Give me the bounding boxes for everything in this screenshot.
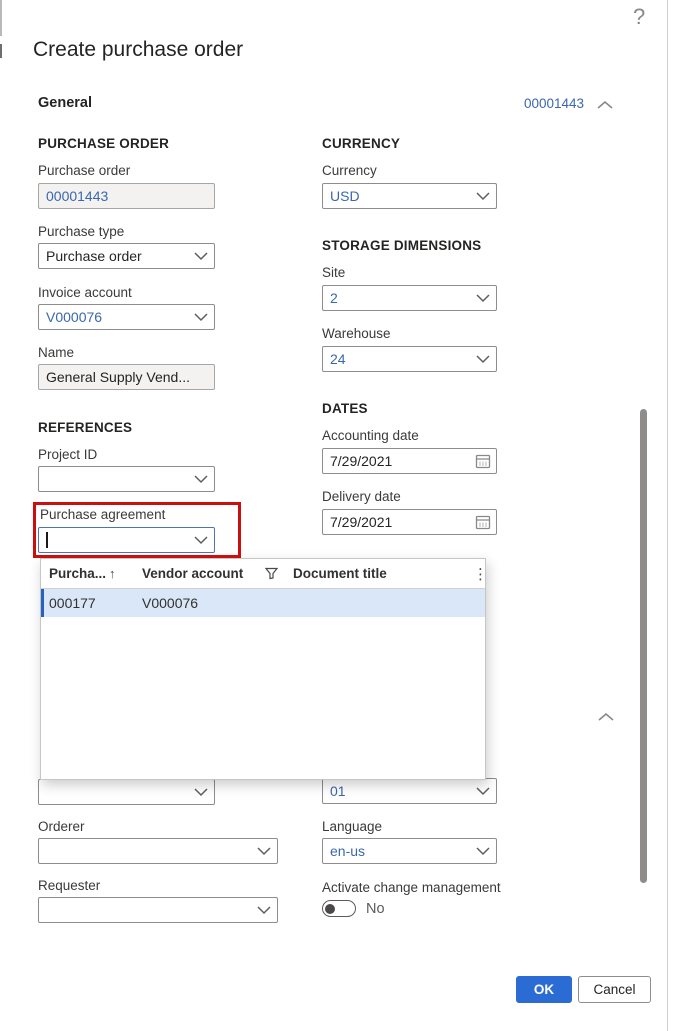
sort-ascending-icon[interactable]: ↑	[109, 566, 116, 581]
name-label: Name	[38, 345, 75, 360]
name-field	[38, 364, 215, 390]
site-combo[interactable]	[322, 285, 497, 311]
purchase-type-value: Purchase order	[46, 248, 142, 264]
chevron-down-icon[interactable]	[257, 906, 271, 915]
vertical-scrollbar-thumb[interactable]	[640, 409, 647, 883]
chevron-down-icon[interactable]	[476, 294, 490, 303]
cutoff-right-value: 01	[330, 783, 346, 799]
column-header-vendor-account[interactable]: Vendor account	[142, 566, 244, 581]
purchase-order-field	[38, 183, 215, 209]
chevron-down-icon[interactable]	[194, 536, 208, 545]
section-collapse-button[interactable]	[598, 712, 614, 722]
chevron-down-icon[interactable]	[194, 313, 208, 322]
language-combo[interactable]	[322, 838, 497, 864]
ok-button[interactable]: OK	[516, 976, 572, 1003]
warehouse-label: Warehouse	[322, 326, 391, 341]
cell-vendor-account: V000076	[142, 595, 199, 611]
calendar-icon[interactable]	[475, 514, 491, 530]
warehouse-combo[interactable]	[322, 346, 497, 372]
cutoff-left-combo[interactable]	[38, 779, 215, 805]
cancel-button[interactable]: Cancel	[578, 976, 651, 1003]
lookup-row[interactable]	[41, 589, 485, 617]
dialog-right-border	[667, 0, 668, 1031]
row-selection-bar	[41, 589, 44, 617]
chevron-up-icon	[597, 100, 613, 110]
calendar-icon[interactable]	[475, 453, 491, 469]
currency-label: Currency	[322, 163, 377, 178]
purchase-type-combo[interactable]	[38, 243, 215, 269]
accounting-date-value: 7/29/2021	[330, 453, 393, 469]
toggle-knob	[325, 904, 335, 914]
chevron-down-icon[interactable]	[476, 787, 490, 796]
column-header-document-title[interactable]: Document title	[293, 566, 387, 581]
purchase-order-value: 00001443	[46, 188, 109, 204]
dialog-title: Create purchase order	[33, 38, 244, 61]
purchase-type-label: Purchase type	[38, 224, 125, 239]
site-value: 2	[330, 290, 338, 306]
help-icon[interactable]: ?	[633, 4, 646, 29]
invoice-account-combo[interactable]	[38, 304, 215, 330]
project-id-label: Project ID	[38, 447, 98, 462]
accounting-date-field[interactable]	[322, 448, 497, 474]
warehouse-value: 24	[330, 351, 346, 367]
language-value: en-us	[330, 843, 366, 859]
dates-group-header: DATES	[322, 401, 368, 416]
purchase-agreement-label: Purchase agreement	[40, 507, 166, 522]
currency-value: USD	[330, 188, 360, 204]
invoice-account-value: V000076	[46, 309, 103, 325]
chevron-up-icon	[598, 712, 614, 722]
accounting-date-label: Accounting date	[322, 428, 419, 443]
cell-purchase-agreement: 000177	[49, 595, 96, 611]
delivery-date-field[interactable]	[322, 509, 497, 535]
currency-combo[interactable]	[322, 183, 497, 209]
chevron-down-icon[interactable]	[257, 847, 271, 856]
change-management-toggle[interactable]	[322, 900, 356, 917]
references-group-header: REFERENCES	[38, 420, 133, 435]
chevron-down-icon[interactable]	[476, 847, 490, 856]
purchase-agreement-combo[interactable]	[38, 527, 215, 553]
chevron-down-icon[interactable]	[476, 192, 490, 201]
project-id-combo[interactable]	[38, 466, 215, 492]
site-label: Site	[322, 265, 346, 280]
purchase-agreement-lookup-flyout	[40, 558, 486, 780]
chevron-down-icon[interactable]	[194, 475, 208, 484]
lookup-grid-header	[41, 559, 488, 589]
purchase-order-label: Purchase order	[38, 163, 131, 178]
screen-edge-artifact	[0, 44, 2, 58]
name-value: General Supply Vend...	[46, 369, 190, 385]
general-section-label: General	[38, 95, 92, 111]
change-management-state: No	[366, 901, 385, 917]
cutoff-right-combo[interactable]	[322, 778, 497, 804]
invoice-account-label: Invoice account	[38, 285, 132, 300]
requester-label: Requester	[38, 878, 101, 893]
purchase-order-group-header: PURCHASE ORDER	[38, 136, 170, 151]
change-management-label: Activate change management	[322, 880, 501, 895]
text-caret	[46, 532, 48, 548]
record-number-link[interactable]: 00001443	[524, 96, 585, 111]
delivery-date-value: 7/29/2021	[330, 514, 393, 530]
chevron-down-icon[interactable]	[476, 355, 490, 364]
chevron-down-icon[interactable]	[194, 788, 208, 797]
filter-icon[interactable]	[265, 567, 278, 580]
general-collapse-button[interactable]	[597, 100, 613, 110]
more-options-icon[interactable]: ⋮	[473, 566, 488, 583]
language-label: Language	[322, 819, 383, 834]
currency-group-header: CURRENCY	[322, 136, 401, 151]
chevron-down-icon[interactable]	[194, 252, 208, 261]
storage-dimensions-group-header: STORAGE DIMENSIONS	[322, 238, 482, 253]
orderer-label: Orderer	[38, 819, 85, 834]
screen-edge-artifact	[0, 0, 2, 36]
column-header-purchase-agreement[interactable]: Purcha...	[49, 566, 107, 581]
requester-combo[interactable]	[38, 897, 278, 923]
delivery-date-label: Delivery date	[322, 489, 401, 504]
orderer-combo[interactable]	[38, 838, 278, 864]
